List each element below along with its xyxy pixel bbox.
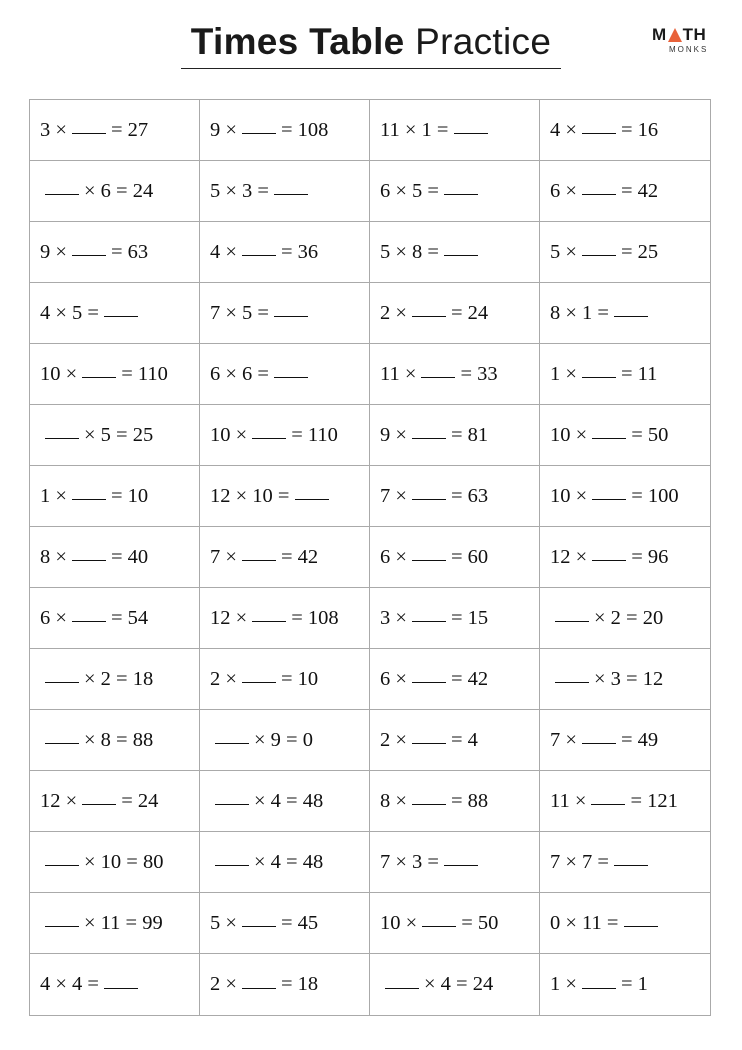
problem-text: 10 × (550, 423, 588, 446)
problem-text: 3 × (380, 606, 407, 629)
answer-blank[interactable] (242, 987, 276, 989)
problem-cell (200, 283, 370, 344)
problem-cell (370, 100, 540, 161)
problem-text: = 10 (110, 484, 149, 507)
problem-text: 4 × (550, 118, 577, 141)
problem-cell (540, 527, 710, 588)
answer-blank[interactable] (592, 437, 626, 439)
answer-blank[interactable] (412, 315, 446, 317)
problem-text: × 10 = 80 (84, 850, 164, 873)
problem-cell (200, 893, 370, 954)
triangle-icon (668, 28, 682, 42)
problem-cell (370, 832, 540, 893)
problem-text: = 110 (121, 362, 168, 385)
problem-cell (540, 405, 710, 466)
problem-text: = 10 (280, 667, 319, 690)
answer-blank[interactable] (104, 987, 138, 989)
answer-blank[interactable] (444, 864, 478, 866)
answer-blank[interactable] (582, 132, 616, 134)
problem-cell (540, 832, 710, 893)
problem-cell (370, 893, 540, 954)
problem-text: × 4 = 24 (424, 973, 494, 995)
problem-text: = 42 (620, 179, 659, 202)
problem-text: 12 × (550, 545, 588, 568)
answer-blank[interactable] (45, 193, 79, 195)
problem-text: = 25 (620, 240, 659, 263)
problem-text: 6 × 6 = (210, 362, 269, 385)
problem-text: 12 × (40, 789, 78, 812)
answer-blank[interactable] (412, 681, 446, 683)
answer-blank[interactable] (45, 864, 79, 866)
problem-text: = 45 (280, 911, 319, 934)
problem-text: 1 × (550, 362, 577, 385)
problem-text: 2 × (210, 973, 237, 995)
problem-text: = 15 (450, 606, 489, 629)
title-bold-part: Times Table (190, 21, 405, 62)
answer-blank[interactable] (412, 742, 446, 744)
answer-blank[interactable] (412, 620, 446, 622)
answer-blank[interactable] (82, 803, 116, 805)
answer-blank[interactable] (45, 742, 79, 744)
problem-text: = 24 (121, 789, 159, 812)
answer-blank[interactable] (421, 376, 455, 378)
problem-text: × 2 = 18 (84, 667, 154, 690)
problem-text: = 18 (280, 973, 319, 995)
problem-text: = 88 (450, 789, 489, 812)
problem-text: × 4 = 48 (254, 789, 324, 812)
problem-text: 2 × (380, 728, 407, 751)
answer-blank[interactable] (295, 498, 329, 500)
problem-cell (540, 649, 710, 710)
answer-blank[interactable] (444, 193, 478, 195)
answer-blank[interactable] (45, 925, 79, 927)
problem-cell (540, 954, 710, 1015)
problem-cell (30, 222, 200, 283)
problem-cell (200, 832, 370, 893)
answer-blank[interactable] (591, 803, 625, 805)
problem-text: 10 × (210, 423, 248, 446)
problem-text: 4 × (210, 240, 237, 263)
problem-cell (30, 344, 200, 405)
problem-text: = 4 (450, 728, 478, 751)
problem-text: 11 × (380, 362, 417, 385)
problem-text: × 6 = 24 (84, 179, 154, 202)
problem-text: 10 × (40, 362, 78, 385)
problem-text: = 1 (620, 973, 648, 995)
answer-blank[interactable] (242, 681, 276, 683)
problem-cell (540, 893, 710, 954)
logo-letter-m: M (652, 25, 667, 44)
problem-text: 6 × (380, 545, 407, 568)
problem-text: × 2 = 20 (594, 606, 664, 629)
answer-blank[interactable] (72, 620, 106, 622)
answer-blank[interactable] (215, 742, 249, 744)
problem-text: = 42 (450, 667, 489, 690)
problem-text: 7 × (550, 728, 577, 751)
answer-blank[interactable] (72, 254, 106, 256)
problem-cell (30, 771, 200, 832)
problem-text: 9 × (210, 118, 237, 141)
problem-text: × 9 = 0 (254, 728, 313, 751)
problem-text: 11 × 1 = (380, 118, 449, 141)
problem-cell (370, 588, 540, 649)
answer-blank[interactable] (215, 864, 249, 866)
problem-cell (370, 283, 540, 344)
title-regular-part: Practice (415, 21, 552, 62)
problem-cell (200, 466, 370, 527)
problem-text: 10 × (380, 911, 418, 934)
answer-blank[interactable] (274, 376, 308, 378)
answer-blank[interactable] (215, 803, 249, 805)
problem-text: 10 × (550, 484, 588, 507)
answer-blank[interactable] (242, 254, 276, 256)
problem-text: 5 × (210, 911, 237, 934)
answer-blank[interactable] (422, 925, 456, 927)
answer-blank[interactable] (582, 742, 616, 744)
answer-blank[interactable] (252, 437, 286, 439)
problem-text: 3 × (40, 118, 67, 141)
answer-blank[interactable] (614, 315, 648, 317)
problem-text: = 40 (110, 545, 149, 568)
problem-cell (200, 161, 370, 222)
problem-cell (200, 954, 370, 1015)
problem-text: 6 × 5 = (380, 179, 439, 202)
problem-cell (200, 405, 370, 466)
answer-blank[interactable] (555, 620, 589, 622)
page-title (0, 20, 742, 64)
problem-text: = 54 (110, 606, 149, 629)
problem-cell (200, 222, 370, 283)
answer-blank[interactable] (412, 559, 446, 561)
logo-letters-th: TH (682, 25, 707, 44)
problem-text: 0 × 11 = (550, 911, 619, 934)
problem-cell (370, 222, 540, 283)
problem-text: 6 × (380, 667, 407, 690)
problem-text: = 36 (280, 240, 319, 263)
answer-blank[interactable] (444, 254, 478, 256)
problem-cell (200, 344, 370, 405)
problem-cell (200, 527, 370, 588)
problem-cell (200, 771, 370, 832)
problem-text: = 16 (620, 118, 659, 141)
problem-cell (30, 527, 200, 588)
answer-blank[interactable] (614, 864, 648, 866)
problem-text: 2 × (210, 667, 237, 690)
problem-text: 1 × (550, 973, 577, 995)
problem-cell (30, 100, 200, 161)
problem-text: 7 × 5 = (210, 301, 269, 324)
problem-text: = 42 (280, 545, 319, 568)
problem-text: = 100 (631, 484, 679, 507)
problem-cell (370, 405, 540, 466)
problem-text: 5 × 8 = (380, 240, 439, 263)
problem-text: = 108 (280, 118, 329, 141)
problem-cell (30, 649, 200, 710)
problem-text: = 60 (450, 545, 489, 568)
answer-blank[interactable] (252, 620, 286, 622)
problem-cell (30, 832, 200, 893)
answer-blank[interactable] (385, 987, 419, 989)
problem-text: 4 × 4 = (40, 973, 99, 995)
answer-blank[interactable] (242, 559, 276, 561)
answer-blank[interactable] (72, 132, 106, 134)
problem-text: = 11 (620, 362, 658, 385)
problem-cell (370, 161, 540, 222)
answer-blank[interactable] (412, 498, 446, 500)
problem-text: × 8 = 88 (84, 728, 154, 751)
problem-text: = 27 (110, 118, 149, 141)
problem-text: 2 × (380, 301, 407, 324)
answer-blank[interactable] (72, 559, 106, 561)
problem-cell (540, 710, 710, 771)
logo-subtitle: MONKS (669, 45, 709, 54)
problem-text: = 50 (461, 911, 499, 934)
logo-wordmark (652, 26, 724, 43)
answer-blank[interactable] (45, 681, 79, 683)
problem-text: = 50 (631, 423, 669, 446)
practice-grid (29, 99, 711, 1016)
problem-text: × 4 = 48 (254, 850, 324, 873)
problem-cell (540, 161, 710, 222)
problem-text: = 49 (620, 728, 659, 751)
answer-blank[interactable] (555, 681, 589, 683)
problem-text: = 108 (291, 606, 339, 629)
problem-text: 7 × 7 = (550, 850, 609, 873)
problem-cell (200, 588, 370, 649)
problem-cell (370, 344, 540, 405)
problem-cell (370, 771, 540, 832)
problem-cell (370, 710, 540, 771)
problem-text: × 11 = 99 (84, 911, 163, 934)
problem-text: 8 × 1 = (550, 301, 609, 324)
problem-text: 8 × (380, 789, 407, 812)
answer-blank[interactable] (242, 925, 276, 927)
problem-text: 12 × 10 = (210, 484, 290, 507)
problem-text: = 81 (450, 423, 489, 446)
problem-cell (200, 100, 370, 161)
problem-text: 6 × (550, 179, 577, 202)
problem-text: = 63 (110, 240, 149, 263)
problem-cell (540, 466, 710, 527)
problem-cell (370, 466, 540, 527)
problem-text: = 121 (630, 789, 678, 812)
title-underline (181, 68, 561, 69)
answer-blank[interactable] (242, 132, 276, 134)
problem-cell (30, 710, 200, 771)
problem-text: = 24 (450, 301, 489, 324)
problem-cell (30, 405, 200, 466)
problem-cell (200, 710, 370, 771)
problem-text: 7 × (380, 484, 407, 507)
problem-cell (370, 954, 540, 1015)
problem-text: 9 × (380, 423, 407, 446)
problem-text: = 33 (460, 362, 498, 385)
answer-blank[interactable] (582, 987, 616, 989)
problem-cell (200, 649, 370, 710)
problem-text: 5 × (550, 240, 577, 263)
answer-blank[interactable] (45, 437, 79, 439)
answer-blank[interactable] (624, 925, 658, 927)
math-monks-logo (652, 26, 724, 56)
problem-cell (540, 100, 710, 161)
problem-text: 9 × (40, 240, 67, 263)
problem-text: 1 × (40, 484, 67, 507)
problem-cell (30, 466, 200, 527)
problem-cell (370, 649, 540, 710)
problem-text: 7 × (210, 545, 237, 568)
answer-blank[interactable] (592, 498, 626, 500)
answer-blank[interactable] (412, 437, 446, 439)
answer-blank[interactable] (592, 559, 626, 561)
answer-blank[interactable] (72, 498, 106, 500)
answer-blank[interactable] (582, 254, 616, 256)
problem-text: 5 × 3 = (210, 179, 269, 202)
answer-blank[interactable] (412, 803, 446, 805)
problem-cell (540, 344, 710, 405)
problem-text: 7 × 3 = (380, 850, 439, 873)
problem-text: × 3 = 12 (594, 667, 664, 690)
problem-text: 11 × (550, 789, 587, 812)
problem-text: 12 × (210, 606, 248, 629)
problem-text: 4 × 5 = (40, 301, 99, 324)
problem-text: = 110 (291, 423, 338, 446)
problem-text: = 63 (450, 484, 489, 507)
problem-cell (30, 954, 200, 1015)
problem-text: = 96 (631, 545, 669, 568)
answer-blank[interactable] (104, 315, 138, 317)
answer-blank[interactable] (582, 376, 616, 378)
problem-cell (540, 771, 710, 832)
answer-blank[interactable] (582, 193, 616, 195)
problem-cell (30, 588, 200, 649)
problem-text: 6 × (40, 606, 67, 629)
problem-cell (30, 893, 200, 954)
answer-blank[interactable] (82, 376, 116, 378)
problem-cell (540, 283, 710, 344)
problem-cell (540, 222, 710, 283)
answer-blank[interactable] (274, 193, 308, 195)
answer-blank[interactable] (454, 132, 488, 134)
problem-cell (30, 283, 200, 344)
problem-cell (370, 527, 540, 588)
problem-text: 8 × (40, 545, 67, 568)
answer-blank[interactable] (274, 315, 308, 317)
problem-text: × 5 = 25 (84, 423, 154, 446)
problem-cell (30, 161, 200, 222)
problem-cell (540, 588, 710, 649)
